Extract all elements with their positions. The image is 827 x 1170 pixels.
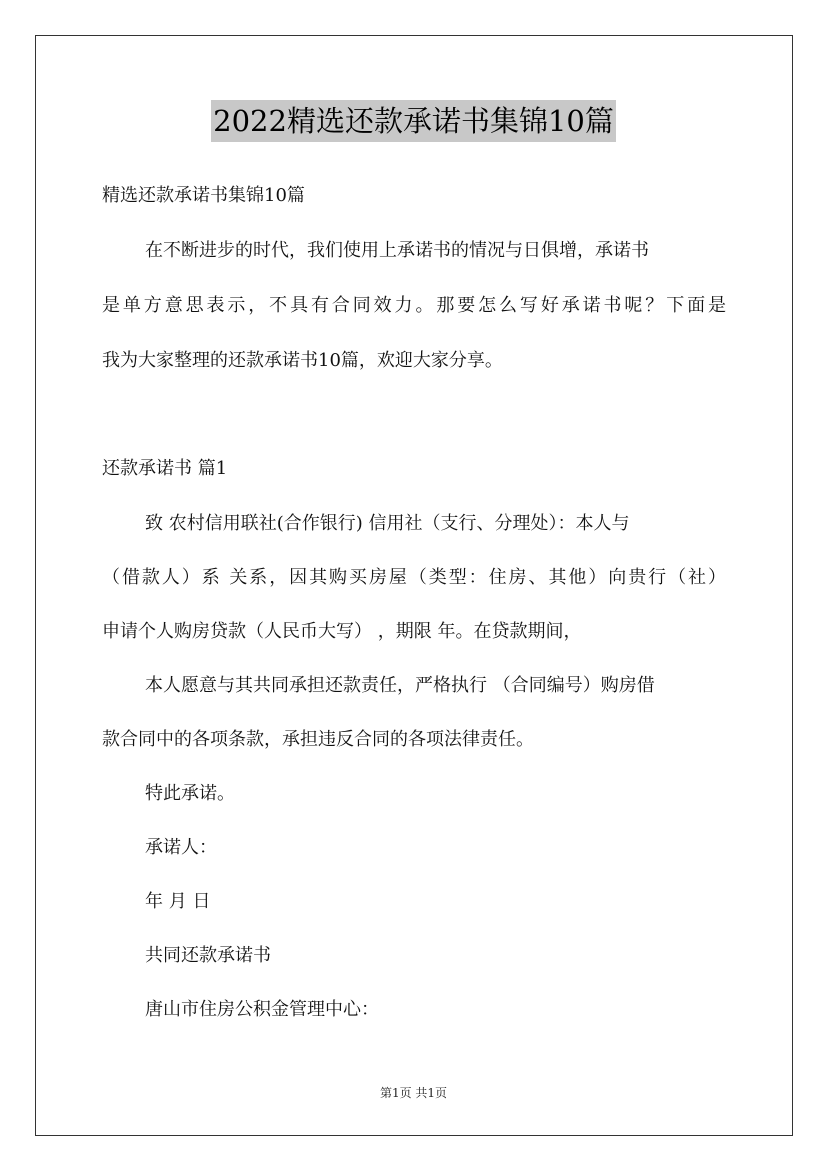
- body-line-3: 申请个人购房贷款（人民币大写） ，期限 年。在贷款期间，: [102, 621, 582, 642]
- closing-statement: 特此承诺。: [145, 783, 235, 804]
- addressee: 唐山市住房公积金管理中心：: [145, 999, 379, 1020]
- page-footer: 第1页 共1页: [379, 1086, 448, 1100]
- intro-line-3: 我为大家整理的还款承诺书10篇，欢迎大家分享。: [102, 350, 503, 371]
- body-line-1: 致 农村信用联社(合作银行) 信用社（支行、分理处）：本人与: [145, 513, 630, 534]
- intro-line-2: 是单方意思表示，不具有合同效力。那要怎么写好承诺书呢？下面是: [102, 295, 726, 316]
- body-line-4: 本人愿意与其共同承担还款责任，严格执行 （合同编号）购房借: [145, 675, 655, 696]
- next-title: 共同还款承诺书: [145, 945, 271, 966]
- document-title: 2022精选还款承诺书集锦10篇: [211, 100, 616, 142]
- date-line: 年 月 日: [145, 891, 211, 912]
- title-container: [0, 100, 827, 142]
- subtitle: 精选还款承诺书集锦10篇: [102, 185, 305, 206]
- body-line-2: （借款人）系 关系，因其购买房屋（类型：住房、其他）向贵行（社）: [102, 567, 726, 588]
- body-line-5: 款合同中的各项条款，承担违反合同的各项法律责任。: [102, 729, 534, 750]
- intro-line-1: 在不断进步的时代，我们使用上承诺书的情况与日俱增，承诺书: [145, 240, 649, 261]
- section-heading: 还款承诺书 篇1: [102, 458, 228, 479]
- signer-label: 承诺人：: [145, 837, 217, 858]
